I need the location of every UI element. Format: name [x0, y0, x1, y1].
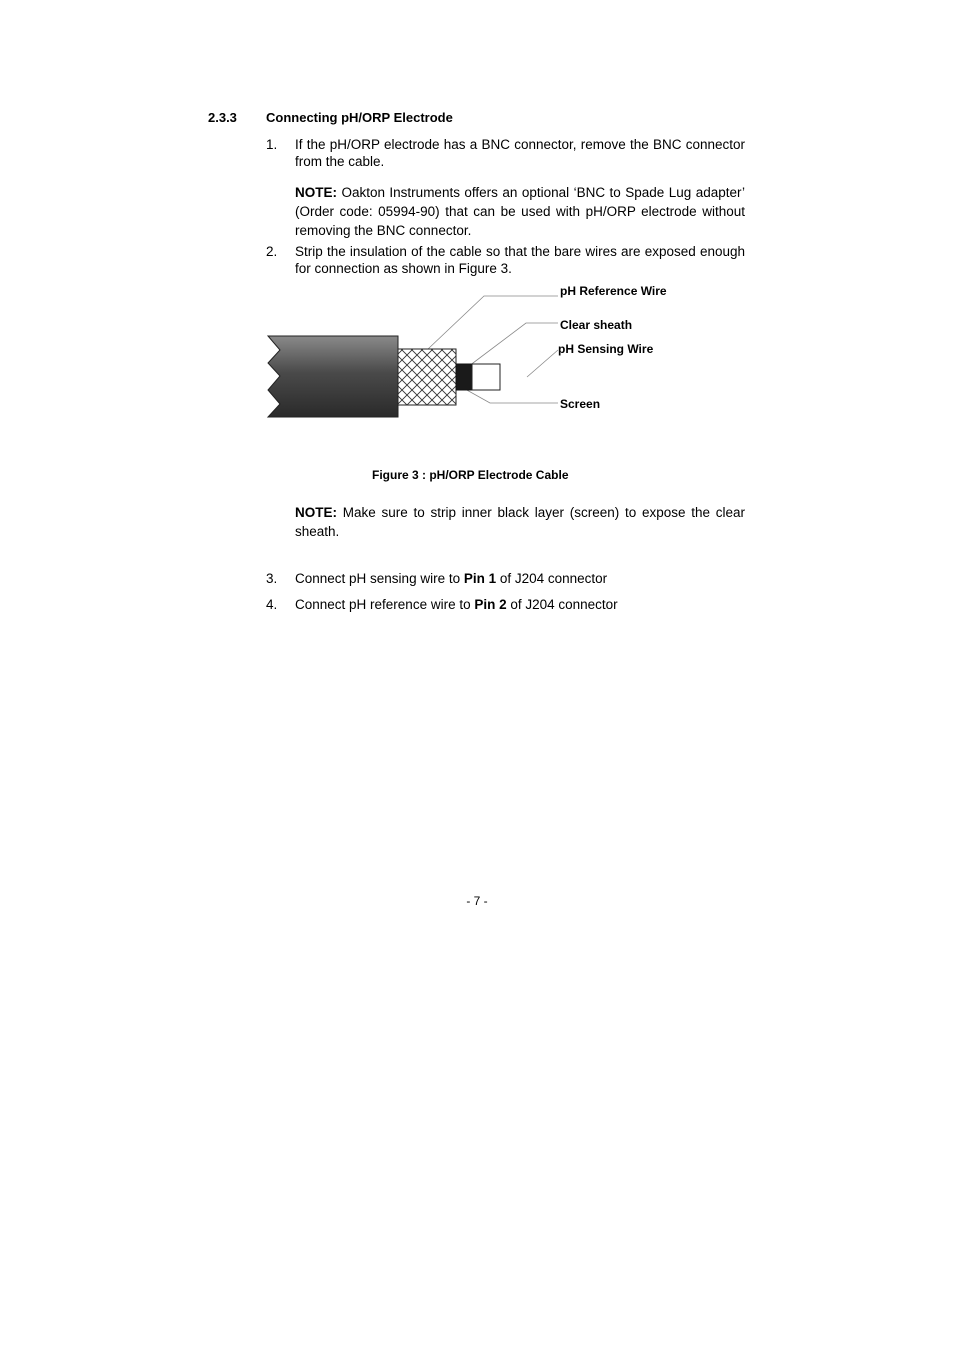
step-text-end: of J204 connector — [506, 597, 618, 612]
step-text: Connect pH sensing wire to — [295, 571, 464, 586]
leader-sheath — [469, 323, 558, 366]
label-ph-reference-wire: pH Reference Wire — [560, 284, 667, 298]
cable-figure — [262, 280, 702, 430]
note-strip-screen — [295, 503, 745, 541]
inner-black-layer — [456, 364, 472, 390]
section-heading — [208, 110, 453, 125]
step-number: 1. — [266, 137, 278, 152]
step-1 — [266, 136, 745, 170]
step-text: Connect pH reference wire to — [295, 597, 475, 612]
step-text: If the pH/ORP electrode has a BNC connector, remove the BNC connector from the cable. — [295, 137, 745, 169]
label-screen: Screen — [560, 397, 601, 411]
leader-sensing — [527, 350, 558, 377]
step-number: 2. — [266, 244, 278, 259]
braided-screen — [398, 349, 456, 405]
step-text-end: of J204 connector — [496, 571, 608, 586]
label-clear-sheath: Clear sheath — [560, 318, 633, 332]
leader-screen — [465, 389, 558, 403]
cable-jacket — [268, 336, 398, 417]
step-number: 3. — [266, 571, 278, 586]
step-4 — [266, 596, 745, 613]
note-label: NOTE: — [295, 185, 337, 200]
note-bnc-adapter — [295, 183, 745, 240]
figure-caption: Figure 3 : pH/ORP Electrode Cable — [372, 468, 569, 482]
page-number: - 7 - — [466, 894, 488, 908]
leader-ref — [428, 296, 558, 349]
note-label: NOTE: — [295, 505, 337, 520]
note-text: Oakton Instruments offers an optional ‘BNC to Spade Lug adapter’ (Order code: 05994-90) that can be used with pH/ORP electrode without removing the BNC connector. — [295, 185, 745, 238]
section-number: 2.3.3 — [208, 110, 237, 125]
note-text: Make sure to strip inner black layer (screen) to expose the clear sheath. — [295, 505, 745, 539]
clear-sheath — [472, 364, 500, 390]
step-text: Strip the insulation of the cable so that the bare wires are exposed enough for connection as shown in Figure 3. — [295, 244, 745, 276]
step-3 — [266, 570, 745, 587]
section-title: Connecting pH/ORP Electrode — [266, 110, 453, 125]
pin-label: Pin 1 — [463, 571, 497, 586]
label-ph-sensing-wire: pH Sensing Wire — [558, 342, 654, 356]
step-2 — [266, 243, 745, 277]
pin-label: Pin 2 — [474, 597, 507, 612]
step-number: 4. — [266, 597, 278, 612]
